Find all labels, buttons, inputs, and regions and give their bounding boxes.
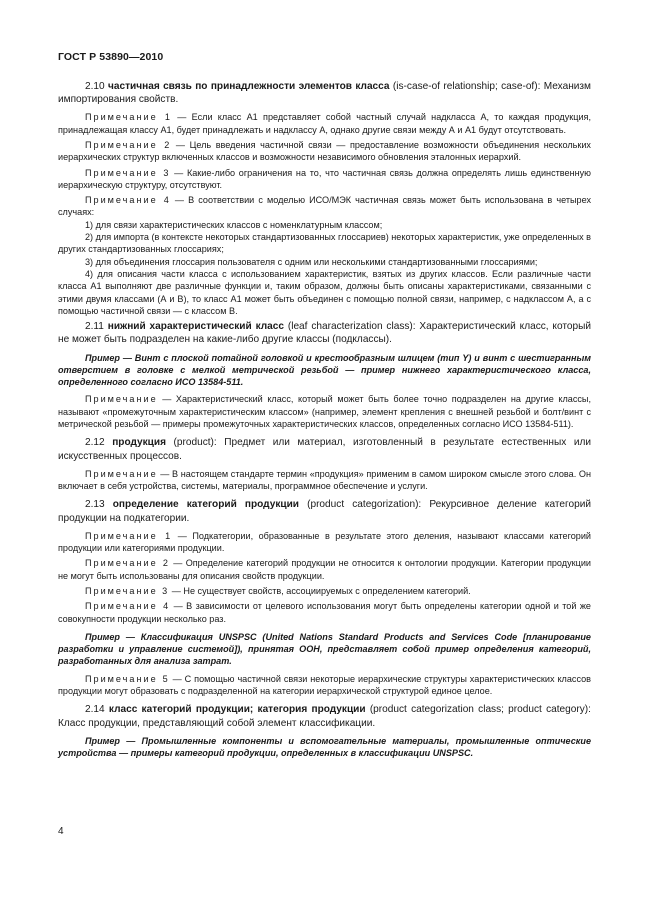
note-text: — С помощью частичной связи некоторые иерархические структуры характеристических классов продукции могут образовать с подразделенной на категории иерархической структурой единое целое. xyxy=(58,673,591,697)
term-definition: (is-case-of relationship; case-of): Механизм импортирования свойств. xyxy=(58,81,591,106)
list-item: 3) для объединения глоссария пользователя с одним или несколькими стандартизованными глоссариями; xyxy=(85,256,538,267)
example: Пример — Классификация UNSPSC (United Nations Standard Products and Services Code [планирование разработки и управление системой]), принятая ООН, представляет собой пример определения категорий, разработанных для анализа затрат. xyxy=(58,631,591,667)
term-definition: (product categorization class; product category): Класс продукции, представляющий собой элемент классификации. xyxy=(58,704,591,729)
note-text: — Какие-либо ограничения на то, что частичная связь должна определять лишь единственную иерархическую структуру, отсутствуют. xyxy=(58,167,591,190)
list-item: 2) для импорта (в контексте некоторых стандартизованных глоссариев) некоторых характеристик, уже определенных в других стандартизованных глоссариях; xyxy=(58,232,591,255)
note-text: — В настоящем стандарте термин «продукция» применим в самом широком смысле этого слова. Он включает в себя устройства, системы, материалы, программное обеспечение и услуги. xyxy=(58,468,591,492)
term-2-10 xyxy=(58,80,591,106)
term-title: класс категорий продукции; категория продукции xyxy=(108,704,366,716)
term-2-14 xyxy=(58,703,591,729)
example: Пример — Промышленные компоненты и вспомогательные материалы, промышленные оптические устройства — примеры категорий продукции, определенных в классификации UNSPSC. xyxy=(58,735,591,759)
term-number: 2.14 xyxy=(85,704,105,716)
note-text: — В соответствии с моделью ИСО/МЭК частичная связь может быть использована в четырех случаях: xyxy=(58,195,591,218)
note xyxy=(58,393,591,430)
term-number: 2.11 xyxy=(85,321,104,333)
list-item: 1) для связи характеристических классов с номенклатурным классом; xyxy=(85,219,383,230)
term-title: частичная связь по принадлежности элементов класса xyxy=(108,81,390,92)
note-text: — Определение категорий продукции не относится к онтологии продукции. Категории продукции не могут быть использованы для описания свойств продукции. xyxy=(58,558,591,581)
term-2-11 xyxy=(58,320,591,346)
term-title: продукция xyxy=(112,437,166,449)
note-label: Примечание 4 xyxy=(85,195,171,206)
note-text: — Характеристический класс, который может быть более точно подразделен на другие классы, называют «промежуточным характеристическим классом» (например, элемент крепления с внешней резьбой и болт/винт с метрической резьбой — примеры промежуточных характеристических классов, определенных согласно ИСО 13584-511). xyxy=(58,394,591,430)
term-title: определение категорий продукции xyxy=(112,499,299,511)
note-label: Примечание 1 xyxy=(85,112,172,123)
note xyxy=(58,111,591,136)
note xyxy=(58,530,591,555)
term-definition: (leaf characterization class): Характеристический класс, который не может быть подразделен на какие-либо другие классы (подклассы). xyxy=(58,321,591,346)
note-label: Примечание 4 xyxy=(85,601,171,612)
note-label: Примечание xyxy=(85,394,158,405)
note xyxy=(58,468,591,493)
note xyxy=(58,167,591,192)
note xyxy=(58,139,591,164)
note-label: Примечание 2 xyxy=(85,140,172,150)
term-number: 2.13 xyxy=(85,499,105,511)
note xyxy=(58,585,591,597)
note xyxy=(58,600,591,625)
note-label: Примечание 3 xyxy=(85,585,170,596)
term-2-12 xyxy=(58,436,591,462)
term-2-13 xyxy=(58,498,591,524)
note-text: — Подкатегории, образованные в результате этого деления, называют классами категорий продукции или категориями продукции. xyxy=(58,530,591,554)
note xyxy=(58,673,591,698)
term-definition: (product): Предмет или материал, изготовленный в результате естественных или искусственных процессов. xyxy=(58,437,591,462)
note-text: — Не существует свойств, ассоциируемых с определением категорий. xyxy=(169,585,471,596)
note xyxy=(58,194,591,219)
note xyxy=(58,557,591,582)
term-definition: (product categorization): Рекурсивное деление категорий продукции на подкатегории. xyxy=(58,499,591,524)
list-item: 4) для описания части класса с использованием характеристик, взятых из других классов. Если различные части класса А1 выполняют две различные функции и, таким образом, должны быть описаны характеристиками, связанными с этими двумя классами (А и В), то класс А1 может быть объединен с помощью полной связи, например, с надклассом А, а с помощью частичной связи — с классом В. xyxy=(58,268,591,316)
term-number: 2.10 xyxy=(85,81,105,92)
note-text: — В зависимости от целевого использования могут быть определены категории одной и той же совокупности продукции несколько раз. xyxy=(58,601,591,624)
note-label: Примечание 1 xyxy=(85,530,173,541)
note-label: Примечание 3 xyxy=(85,167,171,178)
term-title: нижний характеристический класс xyxy=(107,321,284,333)
note-label: Примечание 5 xyxy=(85,673,170,684)
note-text: — Если класс А1 представляет собой частный случай надкласса А, то каждая продукция, принадлежащая классу А1, будет принадлежать и надклассу А, однако другие связи между А и А1 будут отсутствовать. xyxy=(58,112,591,135)
note-label: Примечание 2 xyxy=(85,558,170,569)
note-label: Примечание xyxy=(85,468,158,479)
term-number: 2.12 xyxy=(85,437,105,449)
document-header: ГОСТ Р 53890—2010 xyxy=(58,51,164,63)
page-number: 4 xyxy=(58,826,64,837)
note-text: — Цель введения частичной связи — предоставление возможности объединения нескольких иерархических структур включенных классов и возможности независимого обновления эталонных иерархий. xyxy=(58,140,591,163)
document-body xyxy=(58,80,591,764)
example: Пример — Винт с плоской потайной головкой и крестообразным шлицем (тип Y) и винт с шестигранным отверстием в головке с мелкой метрической резьбой — пример нижнего характеристического класса, определенного согласно ИСО 13584-511. xyxy=(58,352,591,388)
